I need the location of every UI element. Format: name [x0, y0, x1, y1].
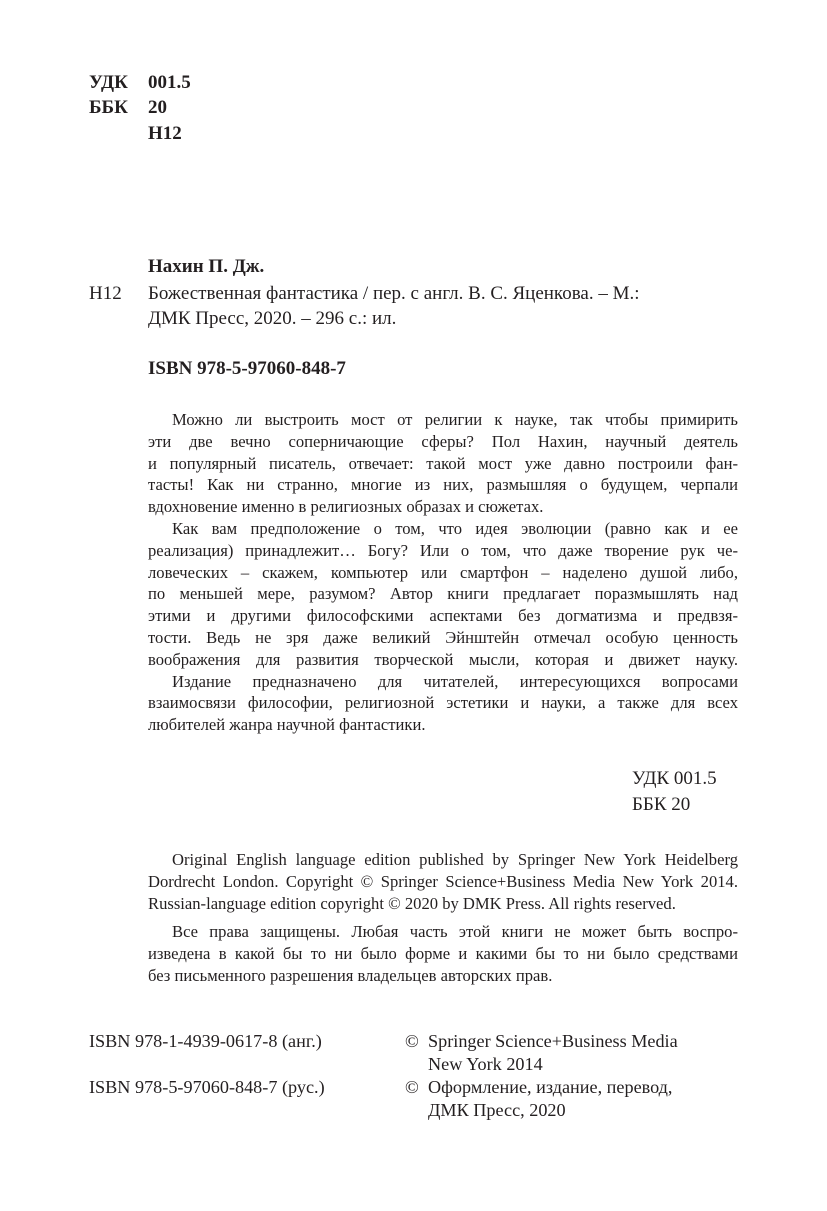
isbn-main: ISBN 978-5-97060-848-7 — [148, 358, 346, 379]
udc-label: УДК — [89, 72, 128, 93]
annotation-line: тасты! Как ни странно, многие из них, размышляя о будущем, черпали — [148, 475, 738, 495]
copyright-symbol-icon: © — [405, 1031, 419, 1051]
bibliographic-description-line: Божественная фантастика / пер. с англ. В. С. Яценкова. – М.: — [148, 283, 640, 304]
annotation-line: реализация) принадлежит… Богу? Или о том, что даже творение рук че- — [148, 540, 738, 560]
annotation-udc: УДК 001.5 — [632, 768, 717, 789]
annotation-line: любителей жанра научной фантастики. — [148, 715, 426, 735]
notice-line: Russian-language edition copyright © 2020 by DMK Press. All rights reserved. — [148, 893, 676, 913]
annotation-line: эти две вечно соперничающие сферы? Пол Нахин, научный деятель — [148, 431, 738, 451]
udc-value: 001.5 — [148, 72, 191, 93]
copyright-holder-line: Оформление, издание, перевод, — [428, 1077, 673, 1097]
copyright-symbol-icon: © — [405, 1077, 419, 1097]
annotation-line: по меньшей мере, разумом? Автор книги предлагает поразмышлять над — [148, 584, 738, 604]
copyright-holder-line: ДМК Пресс, 2020 — [428, 1100, 566, 1120]
bibliographic-description-line: ДМК Пресс, 2020. – 296 с.: ил. — [148, 308, 397, 329]
annotation-line: вдохновение именно в религиозных образах и сюжетах. — [148, 497, 544, 517]
notice-line: без письменного разрешения владельцев авторских прав. — [148, 965, 553, 985]
annotation-line: Издание предназначено для читателей, интересующихся вопросами — [172, 671, 738, 691]
annotation-line: тости. Ведь не зря даже великий Эйнштейн отмечал особую ценность — [148, 627, 738, 647]
copyright-holder-line: New York 2014 — [428, 1054, 543, 1074]
isbn-english: ISBN 978-1-4939-0617-8 (анг.) — [89, 1031, 322, 1051]
annotation — [148, 409, 738, 736]
annotation-line: и популярный писатель, отвечает: такой мост уже давно построили фан- — [148, 453, 738, 473]
cutter-code: Н12 — [148, 123, 182, 144]
annotation-line: Как вам предположение о том, что идея эволюции (равно как и ее — [172, 518, 738, 538]
rights-reserved-notice — [148, 921, 738, 986]
notice-line: Original English language edition published by Springer New York Heidelberg — [172, 850, 738, 869]
annotation-line: ловеческих – скажем, компьютер или смартфон – наделено душой либо, — [148, 562, 738, 582]
annotation-line: Можно ли выстроить мост от религии к науке, так чтобы примирить — [172, 410, 738, 429]
original-edition-notice — [148, 849, 738, 914]
annotation-line: этими и другими философскими аспектами без догматизма и предвзя- — [148, 606, 738, 626]
copyright-holder-line: Springer Science+Business Media — [428, 1031, 678, 1051]
isbn-russian: ISBN 978-5-97060-848-7 (рус.) — [89, 1077, 325, 1097]
bbk-value: 20 — [148, 97, 167, 118]
notice-line: изведена в какой бы то ни было форме и какими бы то ни было средствами — [148, 943, 738, 963]
annotation-bbk: ББК 20 — [632, 794, 691, 815]
annotation-line: взаимосвязи философии, религиозной эстетики и науки, а также для всех — [148, 693, 738, 713]
bbk-label: ББК — [89, 97, 128, 118]
annotation-line: воображения для развития творческой мысли, которая и движет науку. — [148, 649, 738, 669]
notice-line: Все права защищены. Любая часть этой книги не может быть воспро- — [172, 922, 738, 941]
notice-line: Dordrecht London. Copyright © Springer Science+Business Media New York 2014. — [148, 871, 738, 891]
cutter-mark: Н12 — [89, 283, 122, 304]
author-name: Нахин П. Дж. — [148, 256, 265, 277]
